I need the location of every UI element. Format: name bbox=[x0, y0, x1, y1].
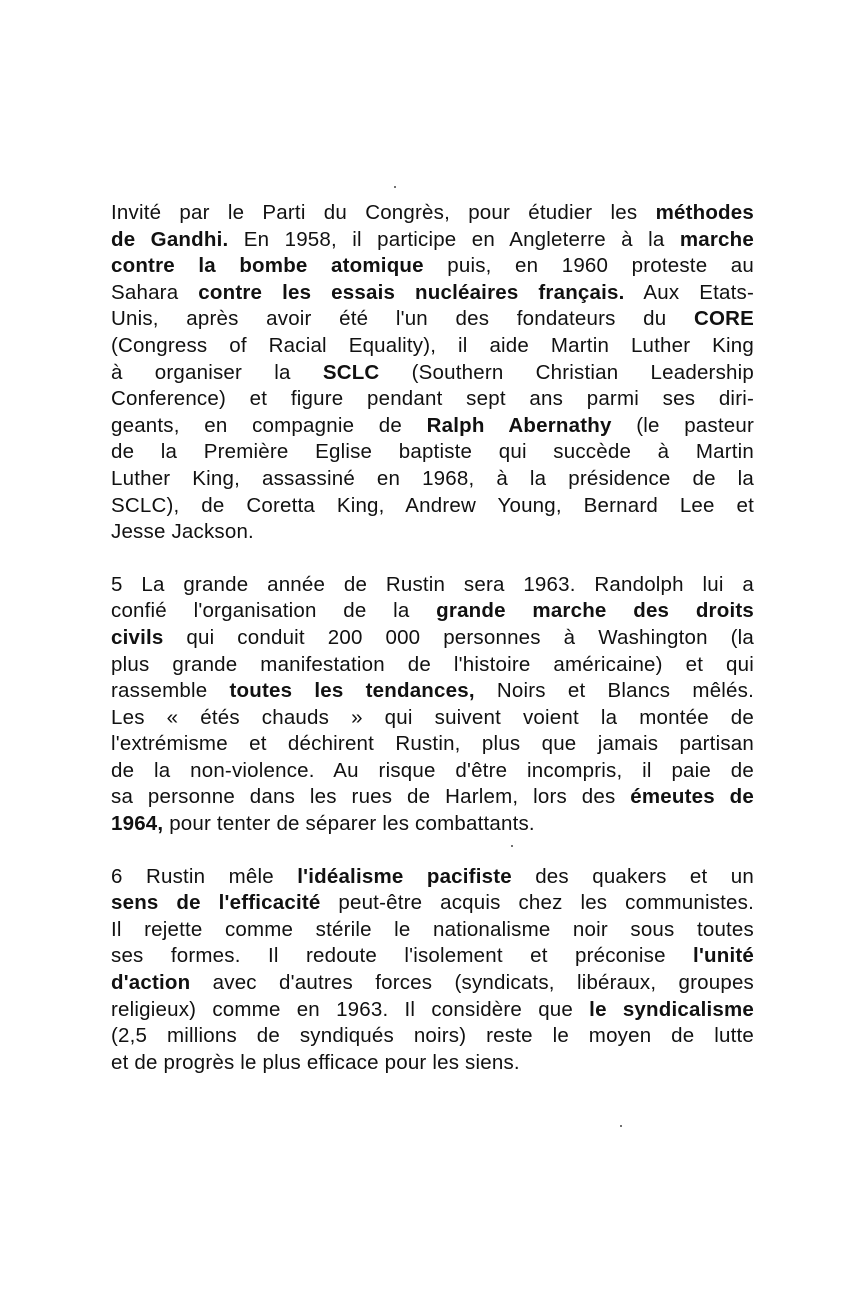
text-run: (le pasteur bbox=[611, 413, 754, 437]
text-line bbox=[111, 784, 754, 811]
bold-text-run: l'unité bbox=[693, 944, 754, 968]
document-body bbox=[111, 200, 754, 1076]
text-line bbox=[111, 466, 754, 493]
bold-text-run: émeutes de bbox=[630, 785, 754, 809]
text-line bbox=[111, 200, 754, 227]
text-line bbox=[111, 970, 754, 997]
text-run: puis, en 1960 proteste au bbox=[423, 254, 754, 278]
text-line bbox=[111, 572, 754, 599]
text-run: 6 Rustin mêle bbox=[111, 864, 298, 888]
bold-text-run: contre les essais nucléaires français. bbox=[198, 280, 625, 304]
text-line bbox=[111, 625, 754, 652]
text-run: (Congress of Racial Equality), il aide Martin Luther King bbox=[111, 333, 754, 357]
document-page bbox=[111, 200, 754, 1076]
bold-text-run: Ralph Abernathy bbox=[426, 413, 612, 437]
text-line bbox=[111, 333, 754, 360]
bold-text-run: toutes les tendances, bbox=[229, 679, 475, 703]
bold-text-run: d'action bbox=[111, 971, 191, 995]
bold-text-run: CORE bbox=[693, 307, 754, 331]
text-run: à organiser la bbox=[111, 360, 323, 384]
bold-text-run: marche bbox=[679, 227, 754, 251]
text-line bbox=[111, 917, 754, 944]
print-speck bbox=[394, 186, 396, 188]
bold-text-run: grande marche des droits bbox=[436, 599, 754, 623]
paragraph-2 bbox=[111, 572, 754, 838]
bold-text-run: contre la bombe atomique bbox=[111, 254, 424, 278]
text-line bbox=[111, 439, 754, 466]
bold-text-run: civils bbox=[111, 625, 164, 649]
paragraph-3 bbox=[111, 864, 754, 1077]
text-line bbox=[111, 890, 754, 917]
text-run: sa personne dans les rues de Harlem, lors des bbox=[111, 785, 631, 809]
text-line bbox=[111, 306, 754, 333]
text-run: Unis, après avoir été l'un des fondateurs du bbox=[111, 307, 694, 331]
text-run: ses formes. Il redoute l'isolement et préconise bbox=[111, 944, 694, 968]
bold-text-run: SCLC bbox=[322, 360, 380, 384]
text-line bbox=[111, 758, 754, 785]
paragraph-1 bbox=[111, 200, 754, 546]
text-run: Jesse Jackson. bbox=[111, 520, 254, 544]
text-run: Invité par le Parti du Congrès, pour étudier les bbox=[111, 201, 656, 224]
text-run: de la Première Eglise baptiste qui succède à Martin bbox=[111, 440, 754, 464]
bold-text-run: de Gandhi. bbox=[111, 227, 229, 251]
text-run: Sahara bbox=[111, 280, 199, 304]
text-line bbox=[111, 864, 754, 891]
text-line bbox=[111, 1050, 754, 1077]
text-run: Les « étés chauds » qui suivent voient la montée de bbox=[111, 705, 754, 729]
text-run: geants, en compagnie de bbox=[111, 413, 427, 437]
text-line bbox=[111, 678, 754, 705]
text-run: de la non-violence. Au risque d'être incompris, il paie de bbox=[111, 758, 754, 782]
text-line bbox=[111, 413, 754, 440]
text-run: plus grande manifestation de l'histoire américaine) et qui bbox=[111, 652, 754, 676]
print-speck bbox=[620, 1125, 622, 1127]
text-line bbox=[111, 731, 754, 758]
print-speck bbox=[511, 845, 513, 847]
text-run: Noirs et Blancs mêlés. bbox=[474, 679, 754, 703]
text-line bbox=[111, 997, 754, 1024]
text-line bbox=[111, 1023, 754, 1050]
text-line bbox=[111, 386, 754, 413]
text-line bbox=[111, 652, 754, 679]
text-run: qui conduit 200 000 personnes à Washington (la bbox=[163, 625, 754, 649]
text-run: et de progrès le plus efficace pour les siens. bbox=[111, 1050, 520, 1074]
text-line bbox=[111, 598, 754, 625]
text-run: Conference) et figure pendant sept ans parmi ses diri- bbox=[111, 387, 754, 411]
text-run: rassemble bbox=[111, 679, 230, 703]
text-run: avec d'autres forces (syndicats, libéraux, groupes bbox=[190, 971, 754, 995]
bold-text-run: l'idéalisme pacifiste bbox=[297, 864, 512, 888]
text-run: confié l'organisation de la bbox=[111, 599, 437, 623]
text-line bbox=[111, 519, 754, 546]
text-line bbox=[111, 705, 754, 732]
text-line bbox=[111, 943, 754, 970]
text-run: En 1958, il participe en Angleterre à la bbox=[228, 227, 680, 251]
text-run: (2,5 millions de syndiqués noirs) reste le moyen de lutte bbox=[111, 1024, 754, 1048]
text-run: pour tenter de séparer les combattants. bbox=[163, 812, 535, 836]
text-line bbox=[111, 811, 754, 838]
text-run: Aux Etats- bbox=[624, 280, 755, 304]
bold-text-run: sens de l'efficacité bbox=[111, 891, 321, 915]
text-run: peut-être acquis chez les communistes. bbox=[320, 891, 754, 915]
text-run: Il rejette comme stérile le nationalisme noir sous toutes bbox=[111, 917, 754, 941]
text-line bbox=[111, 493, 754, 520]
text-line bbox=[111, 280, 754, 307]
text-run: (Southern Christian Leadership bbox=[379, 360, 754, 384]
text-line bbox=[111, 253, 754, 280]
text-run: religieux) comme en 1963. Il considère que bbox=[111, 997, 590, 1021]
text-run: SCLC), de Coretta King, Andrew Young, Bernard Lee et bbox=[111, 493, 754, 517]
text-run: des quakers et un bbox=[511, 864, 755, 888]
bold-text-run: méthodes bbox=[655, 201, 754, 224]
text-run: 5 La grande année de Rustin sera 1963. Randolph lui a bbox=[111, 572, 754, 596]
text-line bbox=[111, 227, 754, 254]
text-run: Luther King, assassiné en 1968, à la présidence de la bbox=[111, 466, 754, 490]
bold-text-run: le syndicalisme bbox=[589, 997, 754, 1021]
text-line bbox=[111, 360, 754, 387]
bold-text-run: 1964, bbox=[111, 812, 164, 836]
text-run: l'extrémisme et déchirent Rustin, plus que jamais partisan bbox=[111, 732, 754, 756]
